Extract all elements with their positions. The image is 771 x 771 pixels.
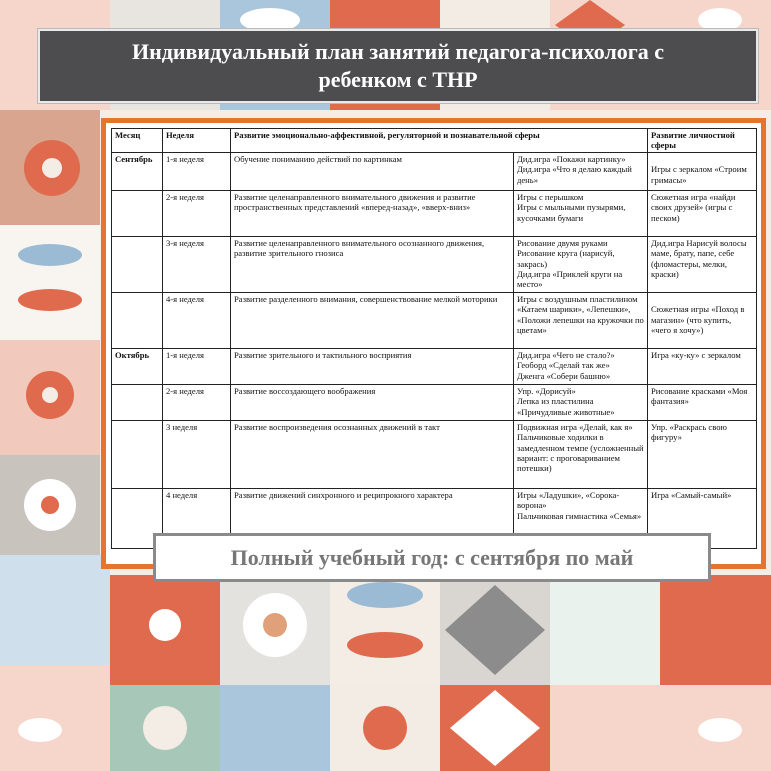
- goal-cell: Развитие воспроизведения осознанных движений в такт: [231, 420, 514, 488]
- goal-cell: Развитие целенаправленного внимательного осознанного движения, развитие зрительного гнозиса: [231, 236, 514, 292]
- games-cell: Игры с воздушным пластилином «Катаем шарики», «Лепешки», «Положи лепешки на кружочки по цветам»: [514, 292, 648, 348]
- month-cell: [112, 292, 163, 348]
- goal-cell: Развитие движений синхронного и реципрокного характера: [231, 488, 514, 548]
- subtitle-text: Полный учебный год: с сентября по май: [230, 544, 634, 570]
- games-cell: Упр. «Дорисуй» Лепка из пластилина «Причудливые животные»: [514, 384, 648, 420]
- month-cell: Сентябрь: [112, 152, 163, 190]
- table-row: [112, 292, 757, 348]
- personal-cell: Сюжетная игра «найди своих друзей» (игры с песком): [648, 190, 757, 236]
- column-header: Месяц: [112, 129, 163, 153]
- fish-icon: [18, 244, 82, 266]
- games-cell: Дид.игра «Покажи картинку» Дид.игра «Что я делаю каждый день»: [514, 152, 648, 190]
- page-title: Индивидуальный план занятий педагога-психолога с ребенком с ТНР: [131, 39, 665, 92]
- table-row: [112, 348, 757, 384]
- games-cell: Подвижная игра «Делай, как я» Пальчиковые ходилки в замедленном темпе (усложненный вариант: с проговариванием потешки): [514, 420, 648, 488]
- goal-cell: Развитие разделенного внимания, совершенствование мелкой моторики: [231, 292, 514, 348]
- games-cell: Игры «Ладушки», «Сорока-ворона» Пальчиковая гимнастика «Семья»: [514, 488, 648, 548]
- goal-cell: Развитие воссоздающего воображения: [231, 384, 514, 420]
- personal-cell: Игра «ку-ку» с зеркалом: [648, 348, 757, 384]
- column-header: Неделя: [163, 129, 231, 153]
- goal-cell: Развитие целенаправленного внимательного движения и развитие пространственных представлений «вперед-назад», «вверх-вниз»: [231, 190, 514, 236]
- personal-cell: Рисование красками «Моя фантазия»: [648, 384, 757, 420]
- week-cell: 2-я неделя: [163, 384, 231, 420]
- personal-cell: Дид.игра Нарисуй волосы маме, брату, папе, себе (фломастеры, мелки, краски): [648, 236, 757, 292]
- week-cell: 1-я неделя: [163, 348, 231, 384]
- month-cell: Октябрь: [112, 348, 163, 384]
- goal-cell: Обучение пониманию действий по картинкам: [231, 152, 514, 190]
- week-cell: 2-я неделя: [163, 190, 231, 236]
- week-cell: 3-я неделя: [163, 236, 231, 292]
- week-cell: 4 неделя: [163, 488, 231, 548]
- column-header: Развитие личностной сферы: [648, 129, 757, 153]
- month-cell: [112, 190, 163, 236]
- games-cell: Дид.игра «Чего не стало?» Геоборд «Сделай так же» Дженга «Собери башню»: [514, 348, 648, 384]
- week-cell: 4-я неделя: [163, 292, 231, 348]
- month-cell: [112, 236, 163, 292]
- week-cell: 1-я неделя: [163, 152, 231, 190]
- plan-table: [111, 128, 757, 549]
- goal-cell: Развитие зрительного и тактильного восприятия: [231, 348, 514, 384]
- month-cell: [112, 384, 163, 420]
- table-row: [112, 236, 757, 292]
- personal-cell: Упр. «Раскрась свою фигуру»: [648, 420, 757, 488]
- plan-document: [101, 118, 766, 569]
- month-cell: [112, 420, 163, 488]
- personal-cell: Игра «Самый-самый»: [648, 488, 757, 548]
- personal-cell: Сюжетная игры «Поход в магазин» (что купить, «чего я хочу»): [648, 292, 757, 348]
- subtitle-banner: [153, 533, 711, 582]
- table-row: [112, 152, 757, 190]
- plan-document-page: [106, 123, 761, 564]
- table-row: [112, 190, 757, 236]
- title-banner: [38, 29, 758, 103]
- personal-cell: Игры с зеркалом «Строим гримасы»: [648, 152, 757, 190]
- games-cell: Рисование двумя руками Рисование круга (нарисуй, закрась) Дид.игра «Приклей круги на место»: [514, 236, 648, 292]
- table-row: [112, 420, 757, 488]
- table-header-row: [112, 129, 757, 153]
- games-cell: Игры с перышком Игры с мыльными пузырями, кусочками бумаги: [514, 190, 648, 236]
- column-header: Развитие эмоционально-аффективной, регуляторной и познавательной сферы: [231, 129, 648, 153]
- week-cell: 3 неделя: [163, 420, 231, 488]
- table-row: [112, 384, 757, 420]
